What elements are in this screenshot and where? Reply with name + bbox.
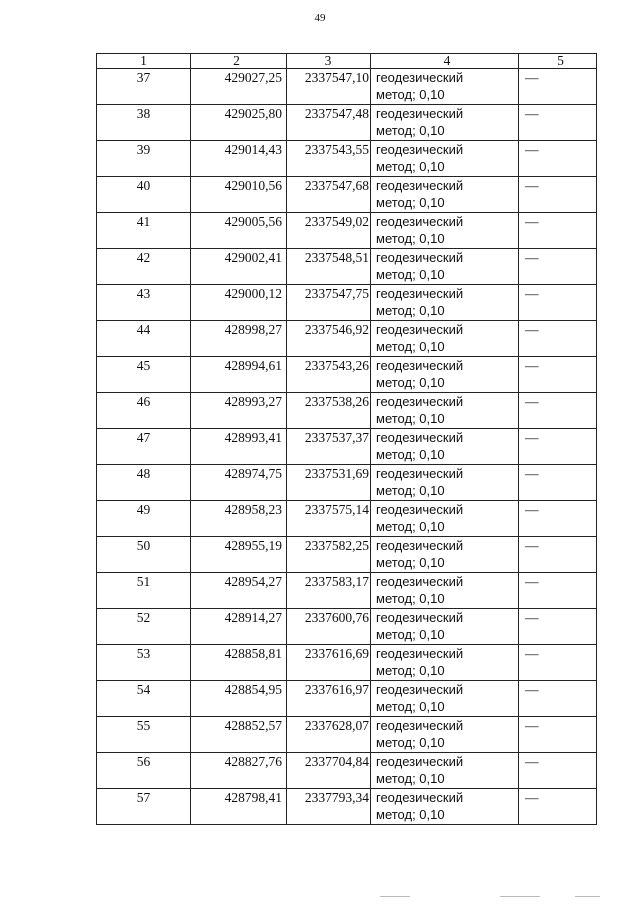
column-5-cell: — (519, 393, 597, 429)
method-line-2: метод; 0,10 (376, 519, 445, 534)
x-coordinate-cell: 429010,56 (191, 177, 287, 213)
column-header-2: 2 (191, 54, 287, 69)
method-line-2: метод; 0,10 (376, 807, 445, 822)
column-5-cell: — (519, 501, 597, 537)
table-body (97, 69, 597, 825)
x-coordinate-cell: 429000,12 (191, 285, 287, 321)
point-number-cell: 45 (97, 357, 191, 393)
column-5-cell: — (519, 249, 597, 285)
method-cell (371, 69, 519, 105)
method-line-1: геодезический (376, 286, 464, 301)
method-line-1: геодезический (376, 682, 464, 697)
method-cell (371, 753, 519, 789)
column-5-cell: — (519, 753, 597, 789)
method-line-2: метод; 0,10 (376, 411, 445, 426)
column-5-cell: — (519, 645, 597, 681)
method-cell (371, 609, 519, 645)
method-cell (371, 537, 519, 573)
x-coordinate-cell: 428914,27 (191, 609, 287, 645)
table-row (97, 717, 597, 753)
x-coordinate-cell: 428858,81 (191, 645, 287, 681)
y-coordinate-cell: 2337548,51 (287, 249, 371, 285)
method-line-2: метод; 0,10 (376, 483, 445, 498)
table-header-row (97, 54, 597, 69)
method-line-2: метод; 0,10 (376, 303, 445, 318)
y-coordinate-cell: 2337547,68 (287, 177, 371, 213)
table-row (97, 645, 597, 681)
method-cell (371, 321, 519, 357)
point-number-cell: 48 (97, 465, 191, 501)
y-coordinate-cell: 2337531,69 (287, 465, 371, 501)
y-coordinate-cell: 2337549,02 (287, 213, 371, 249)
y-coordinate-cell: 2337600,76 (287, 609, 371, 645)
table-row (97, 213, 597, 249)
x-coordinate-cell: 429027,25 (191, 69, 287, 105)
method-line-2: метод; 0,10 (376, 591, 445, 606)
column-5-cell: — (519, 465, 597, 501)
method-line-2: метод; 0,10 (376, 267, 445, 282)
method-cell (371, 249, 519, 285)
column-5-cell: — (519, 717, 597, 753)
point-number-cell: 51 (97, 573, 191, 609)
point-number-cell: 38 (97, 105, 191, 141)
table-row (97, 789, 597, 825)
column-header-5: 5 (519, 54, 597, 69)
column-5-cell: — (519, 213, 597, 249)
column-5-cell: — (519, 429, 597, 465)
table-row (97, 753, 597, 789)
point-number-cell: 44 (97, 321, 191, 357)
method-cell (371, 501, 519, 537)
table-row (97, 393, 597, 429)
column-5-cell: — (519, 537, 597, 573)
method-line-1: геодезический (376, 358, 464, 373)
method-line-2: метод; 0,10 (376, 735, 445, 750)
column-5-cell: — (519, 105, 597, 141)
method-line-2: метод; 0,10 (376, 663, 445, 678)
method-line-2: метод; 0,10 (376, 555, 445, 570)
point-number-cell: 55 (97, 717, 191, 753)
method-cell (371, 465, 519, 501)
method-line-1: геодезический (376, 430, 464, 445)
method-line-1: геодезический (376, 718, 464, 733)
y-coordinate-cell: 2337582,25 (287, 537, 371, 573)
point-number-cell: 57 (97, 789, 191, 825)
column-5-cell: — (519, 177, 597, 213)
y-coordinate-cell: 2337628,07 (287, 717, 371, 753)
point-number-cell: 56 (97, 753, 191, 789)
column-5-cell: — (519, 357, 597, 393)
method-line-2: метод; 0,10 (376, 159, 445, 174)
method-line-1: геодезический (376, 178, 464, 193)
method-cell (371, 717, 519, 753)
x-coordinate-cell: 428827,76 (191, 753, 287, 789)
method-line-1: геодезический (376, 754, 464, 769)
y-coordinate-cell: 2337547,10 (287, 69, 371, 105)
column-5-cell: — (519, 681, 597, 717)
table-row (97, 141, 597, 177)
method-line-2: метод; 0,10 (376, 627, 445, 642)
y-coordinate-cell: 2337547,75 (287, 285, 371, 321)
y-coordinate-cell: 2337538,26 (287, 393, 371, 429)
column-5-cell: — (519, 321, 597, 357)
table-row (97, 69, 597, 105)
column-header-4: 4 (371, 54, 519, 69)
method-line-1: геодезический (376, 646, 464, 661)
x-coordinate-cell: 428974,75 (191, 465, 287, 501)
x-coordinate-cell: 428954,27 (191, 573, 287, 609)
method-line-2: метод; 0,10 (376, 339, 445, 354)
y-coordinate-cell: 2337543,26 (287, 357, 371, 393)
x-coordinate-cell: 428998,27 (191, 321, 287, 357)
method-line-1: геодезический (376, 394, 464, 409)
y-coordinate-cell: 2337543,55 (287, 141, 371, 177)
method-line-1: геодезический (376, 610, 464, 625)
point-number-cell: 47 (97, 429, 191, 465)
point-number-cell: 40 (97, 177, 191, 213)
point-number-cell: 53 (97, 645, 191, 681)
point-number-cell: 43 (97, 285, 191, 321)
method-cell (371, 393, 519, 429)
y-coordinate-cell: 2337547,48 (287, 105, 371, 141)
column-5-cell: — (519, 573, 597, 609)
table-row (97, 681, 597, 717)
table-row (97, 321, 597, 357)
method-cell (371, 573, 519, 609)
column-5-cell: — (519, 609, 597, 645)
method-line-1: геодезический (376, 214, 464, 229)
point-number-cell: 50 (97, 537, 191, 573)
method-line-2: метод; 0,10 (376, 231, 445, 246)
method-line-1: геодезический (376, 70, 464, 85)
column-header-3: 3 (287, 54, 371, 69)
method-line-1: геодезический (376, 502, 464, 517)
y-coordinate-cell: 2337537,37 (287, 429, 371, 465)
method-line-1: геодезический (376, 790, 464, 805)
y-coordinate-cell: 2337616,97 (287, 681, 371, 717)
table-row (97, 177, 597, 213)
x-coordinate-cell: 429002,41 (191, 249, 287, 285)
method-cell (371, 141, 519, 177)
method-line-1: геодезический (376, 142, 464, 157)
point-number-cell: 42 (97, 249, 191, 285)
method-line-1: геодезический (376, 538, 464, 553)
y-coordinate-cell: 2337616,69 (287, 645, 371, 681)
table-row (97, 573, 597, 609)
table-row (97, 501, 597, 537)
x-coordinate-cell: 429014,43 (191, 141, 287, 177)
method-cell (371, 213, 519, 249)
y-coordinate-cell: 2337583,17 (287, 573, 371, 609)
x-coordinate-cell: 428958,23 (191, 501, 287, 537)
method-cell (371, 789, 519, 825)
table-row (97, 105, 597, 141)
column-5-cell: — (519, 789, 597, 825)
method-line-1: геодезический (376, 574, 464, 589)
point-number-cell: 49 (97, 501, 191, 537)
x-coordinate-cell: 428852,57 (191, 717, 287, 753)
point-number-cell: 46 (97, 393, 191, 429)
method-line-1: геодезический (376, 466, 464, 481)
method-cell (371, 357, 519, 393)
method-line-1: геодезический (376, 322, 464, 337)
x-coordinate-cell: 428854,95 (191, 681, 287, 717)
method-line-1: геодезический (376, 106, 464, 121)
point-number-cell: 39 (97, 141, 191, 177)
column-5-cell: — (519, 141, 597, 177)
method-line-2: метод; 0,10 (376, 87, 445, 102)
coordinates-table (96, 53, 597, 825)
x-coordinate-cell: 429025,80 (191, 105, 287, 141)
x-coordinate-cell: 429005,56 (191, 213, 287, 249)
method-line-2: метод; 0,10 (376, 195, 445, 210)
method-cell (371, 177, 519, 213)
point-number-cell: 54 (97, 681, 191, 717)
y-coordinate-cell: 2337793,34 (287, 789, 371, 825)
method-line-2: метод; 0,10 (376, 699, 445, 714)
table-row (97, 465, 597, 501)
x-coordinate-cell: 428993,27 (191, 393, 287, 429)
x-coordinate-cell: 428798,41 (191, 789, 287, 825)
column-5-cell: — (519, 69, 597, 105)
method-line-1: геодезический (376, 250, 464, 265)
method-cell (371, 429, 519, 465)
x-coordinate-cell: 428994,61 (191, 357, 287, 393)
method-cell (371, 105, 519, 141)
table-row (97, 609, 597, 645)
y-coordinate-cell: 2337546,92 (287, 321, 371, 357)
table-row (97, 249, 597, 285)
y-coordinate-cell: 2337704,84 (287, 753, 371, 789)
method-line-2: метод; 0,10 (376, 123, 445, 138)
page-number: 49 (314, 12, 326, 24)
table-row (97, 537, 597, 573)
x-coordinate-cell: 428955,19 (191, 537, 287, 573)
y-coordinate-cell: 2337575,14 (287, 501, 371, 537)
method-cell (371, 645, 519, 681)
scan-artifact-marks (380, 896, 600, 899)
column-5-cell: — (519, 285, 597, 321)
method-cell (371, 285, 519, 321)
method-line-2: метод; 0,10 (376, 375, 445, 390)
table-row (97, 357, 597, 393)
point-number-cell: 41 (97, 213, 191, 249)
point-number-cell: 37 (97, 69, 191, 105)
x-coordinate-cell: 428993,41 (191, 429, 287, 465)
table-row (97, 429, 597, 465)
method-line-2: метод; 0,10 (376, 447, 445, 462)
method-cell (371, 681, 519, 717)
method-line-2: метод; 0,10 (376, 771, 445, 786)
table-row (97, 285, 597, 321)
column-header-1: 1 (97, 54, 191, 69)
point-number-cell: 52 (97, 609, 191, 645)
